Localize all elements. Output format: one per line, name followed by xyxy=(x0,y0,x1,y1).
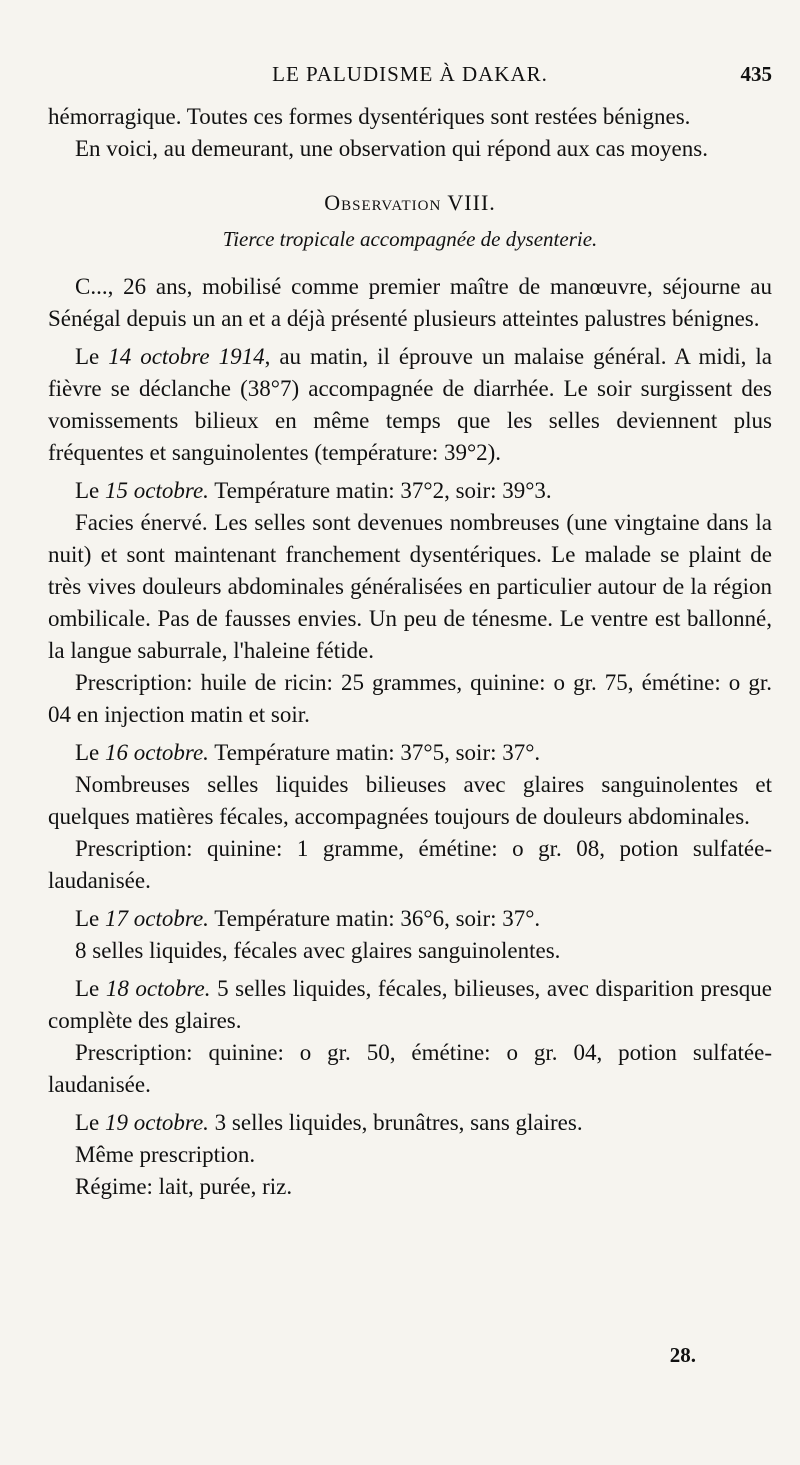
entry-text: Température matin: 36°6, soir: 37°. xyxy=(208,906,541,931)
dated-entry xyxy=(48,1107,772,1139)
paragraph: Prescription: quinine: o gr. 50, émétine: o gr. 04, potion sulfatée-laudanisée. xyxy=(48,1040,772,1097)
entry-text: Température matin: 37°5, soir: 37°. xyxy=(208,740,541,765)
entry-prefix: Le xyxy=(75,478,106,503)
entry-prefix: Le xyxy=(75,740,106,765)
paragraph: Prescription: quinine: 1 gramme, émétine: o gr. 08, potion sulfatée-laudanisée. xyxy=(48,836,772,893)
dated-entry xyxy=(48,737,772,769)
entry-prefix: Le xyxy=(75,1110,106,1135)
page-header xyxy=(48,60,772,90)
entry-text: 5 selles liquides, fécales, bilieuses, avec disparition presque complète des glaires. xyxy=(48,976,772,1033)
entry-text: , au matin, il éprouve un malaise général. A midi, la fièvre se déclanche (38°7) accompagnée de diarrhée. Le soir surgissent des vomissements bilieux en même temps que les selles deviennent plus fréquentes et sanguinolentes (température: 39°2). xyxy=(48,344,772,465)
entry-date: 19 octobre. xyxy=(105,1110,209,1135)
entry-prefix: Le xyxy=(75,906,106,931)
entry-date: 14 octobre 1914 xyxy=(108,344,265,369)
entry-text: 3 selles liquides, brunâtres, sans glaires. xyxy=(208,1110,583,1135)
entry-prefix: Le xyxy=(75,976,106,1001)
paragraph: Régime: lait, purée, riz. xyxy=(75,1174,293,1199)
body-text xyxy=(48,101,772,1203)
entry-prefix: Le xyxy=(75,344,109,369)
paragraph: hémorragique. Toutes ces formes dysentériques sont restées bénignes. xyxy=(48,104,691,129)
gathering-signature: 28. xyxy=(669,1343,696,1367)
paragraph: En voici, au demeurant, une observation qui répond aux cas moyens. xyxy=(75,136,708,161)
entry-date: 18 octobre. xyxy=(105,976,211,1001)
paragraph: Nombreuses selles liquides bilieuses avec glaires sanguinolentes et quelques matières fécales, accompagnées toujours de douleurs abdominales. xyxy=(48,772,772,829)
paragraph: Même prescription. xyxy=(75,1142,256,1167)
entry-date: 16 octobre. xyxy=(105,740,209,765)
dated-entry xyxy=(48,903,772,935)
observation-title: Observation VIII. xyxy=(324,190,496,215)
entry-text: Température matin: 37°2, soir: 39°3. xyxy=(208,478,552,503)
observation-subtitle: Tierce tropicale accompagnée de dysenterie. xyxy=(222,227,598,251)
entry-date: 15 octobre. xyxy=(105,478,209,503)
dated-entry xyxy=(48,341,772,469)
page-number: 435 xyxy=(740,62,772,86)
paragraph: Facies énervé. Les selles sont devenues nombreuses (une vingtaine dans la nuit) et sont maintenant franchement dysentériques. Le malade se plaint de très vives douleurs abdominales généralisées en particulier autour de la région ombilicale. Pas de fausses envies. Un peu de ténesme. Le ventre est ballonné, la langue saburrale, l'haleine fétide. xyxy=(48,510,772,663)
paragraph: 8 selles liquides, fécales avec glaires sanguinolentes. xyxy=(75,938,561,963)
paragraph: Prescription: huile de ricin: 25 grammes, quinine: o gr. 75, émétine: o gr. 04 en injection matin et soir. xyxy=(48,670,772,727)
running-head: LE PALUDISME À DAKAR. xyxy=(272,62,548,86)
entry-date: 17 octobre. xyxy=(105,906,209,931)
paragraph: C..., 26 ans, mobilisé comme premier maître de manœuvre, séjourne au Sénégal depuis un an et a déjà présenté plusieurs atteintes palustres bénignes. xyxy=(48,274,772,331)
dated-entry xyxy=(48,973,772,1037)
dated-entry xyxy=(48,475,772,507)
